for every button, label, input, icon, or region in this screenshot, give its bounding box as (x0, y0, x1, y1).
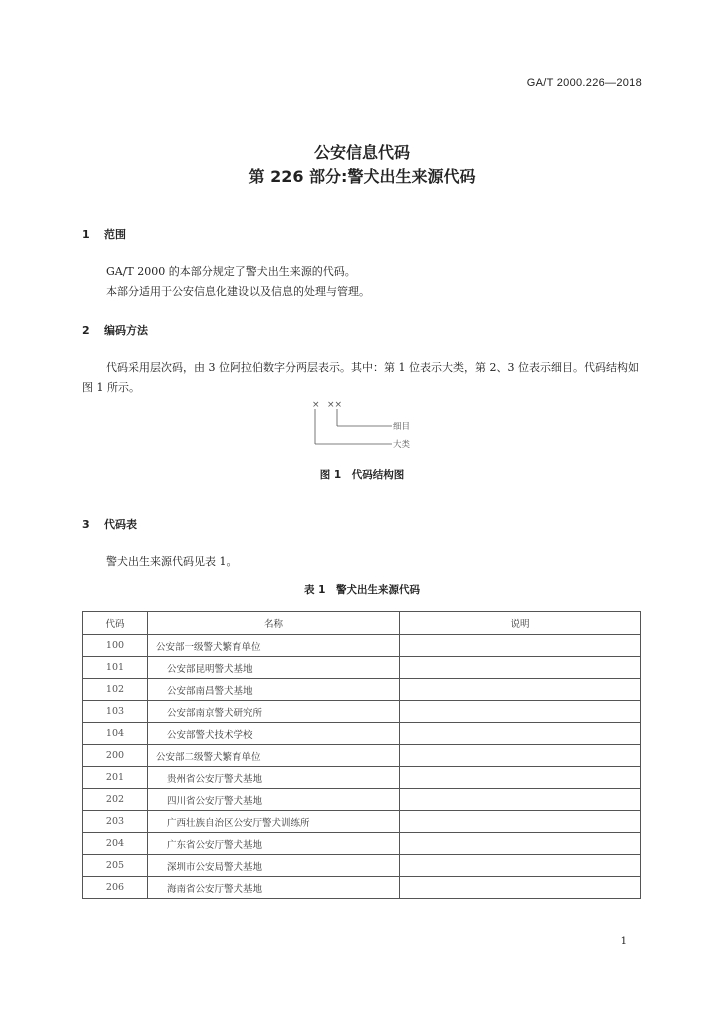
name-cell: 贵州省公安厅警犬基地 (148, 767, 400, 789)
table-row (83, 679, 641, 701)
table-row (83, 833, 641, 855)
column-header-name: 名称 (148, 612, 400, 635)
column-header-code: 代码 (83, 612, 148, 635)
document-title: 公安信息代码 (313, 143, 410, 162)
name-cell: 公安部昆明警犬基地 (148, 657, 400, 679)
name-cell: 深圳市公安局警犬基地 (148, 855, 400, 877)
name-cell: 公安部南昌警犬基地 (148, 679, 400, 701)
code-table (82, 611, 641, 899)
code-cell: 204 (83, 833, 148, 855)
note-cell (400, 767, 641, 789)
section-number: 2 (82, 324, 90, 337)
code-cell: 200 (83, 745, 148, 767)
section-number: 1 (82, 228, 90, 241)
code-cell: 203 (83, 811, 148, 833)
table-row (83, 745, 641, 767)
section-2-heading (82, 322, 148, 338)
standard-code: GA/T 2000.226—2018 (526, 77, 642, 89)
section-3-heading (82, 516, 137, 532)
code-cell: 102 (83, 679, 148, 701)
name-cell: 公安部警犬技术学校 (148, 723, 400, 745)
code-cell: 205 (83, 855, 148, 877)
note-cell (400, 745, 641, 767)
note-cell (400, 833, 641, 855)
code-structure-diagram (300, 394, 410, 454)
table-header-row (83, 612, 641, 635)
diagram-mark-category: × (312, 400, 320, 410)
table-row (83, 635, 641, 657)
note-cell (400, 701, 641, 723)
table-row (83, 767, 641, 789)
section-1-paragraph-1: GA/T 2000 的本部分规定了警犬出生来源的代码。 (106, 265, 356, 278)
name-cell: 公安部二级警犬繁育单位 (148, 745, 400, 767)
name-cell: 公安部一级警犬繁育单位 (148, 635, 400, 657)
table-row (83, 701, 641, 723)
table-row (83, 657, 641, 679)
table-row (83, 877, 641, 899)
column-header-note: 说明 (400, 612, 641, 635)
note-cell (400, 789, 641, 811)
note-cell (400, 679, 641, 701)
code-cell: 104 (83, 723, 148, 745)
diagram-mark-detail: ×× (327, 400, 343, 410)
table-row (83, 723, 641, 745)
diagram-label-category: 大类 (393, 440, 410, 450)
diagram-label-detail: 细目 (393, 422, 410, 432)
section-2-paragraph: 代码采用层次码，由 3 位阿拉伯数字分两层表示。其中：第 1 位表示大类，第 2、3 位表示细目。代码结构如图 1 所示。 (82, 361, 639, 394)
section-1-paragraph-2: 本部分适用于公安信息化建设以及信息的处理与管理。 (106, 285, 370, 298)
table-row (83, 789, 641, 811)
document-subtitle: 第 226 部分:警犬出生来源代码 (248, 167, 476, 186)
page-number: 1 (620, 936, 627, 947)
section-title: 编码方法 (104, 324, 148, 337)
code-cell: 206 (83, 877, 148, 899)
note-cell (400, 811, 641, 833)
code-cell: 100 (83, 635, 148, 657)
note-cell (400, 657, 641, 679)
table-row (83, 811, 641, 833)
section-number: 3 (82, 518, 90, 531)
section-1-heading (82, 226, 126, 242)
section-title: 代码表 (104, 518, 137, 531)
code-cell: 202 (83, 789, 148, 811)
table-row (83, 855, 641, 877)
name-cell: 四川省公安厅警犬基地 (148, 789, 400, 811)
name-cell: 广东省公安厅警犬基地 (148, 833, 400, 855)
section-title: 范围 (104, 228, 126, 241)
name-cell: 公安部南京警犬研究所 (148, 701, 400, 723)
section-3-paragraph: 警犬出生来源代码见表 1。 (106, 555, 238, 568)
code-cell: 101 (83, 657, 148, 679)
name-cell: 广西壮族自治区公安厅警犬训练所 (148, 811, 400, 833)
table-caption: 表 1 警犬出生来源代码 (304, 584, 420, 596)
figure-caption: 图 1 代码结构图 (319, 469, 405, 481)
code-cell: 201 (83, 767, 148, 789)
note-cell (400, 877, 641, 899)
note-cell (400, 855, 641, 877)
code-cell: 103 (83, 701, 148, 723)
note-cell (400, 635, 641, 657)
note-cell (400, 723, 641, 745)
name-cell: 海南省公安厅警犬基地 (148, 877, 400, 899)
